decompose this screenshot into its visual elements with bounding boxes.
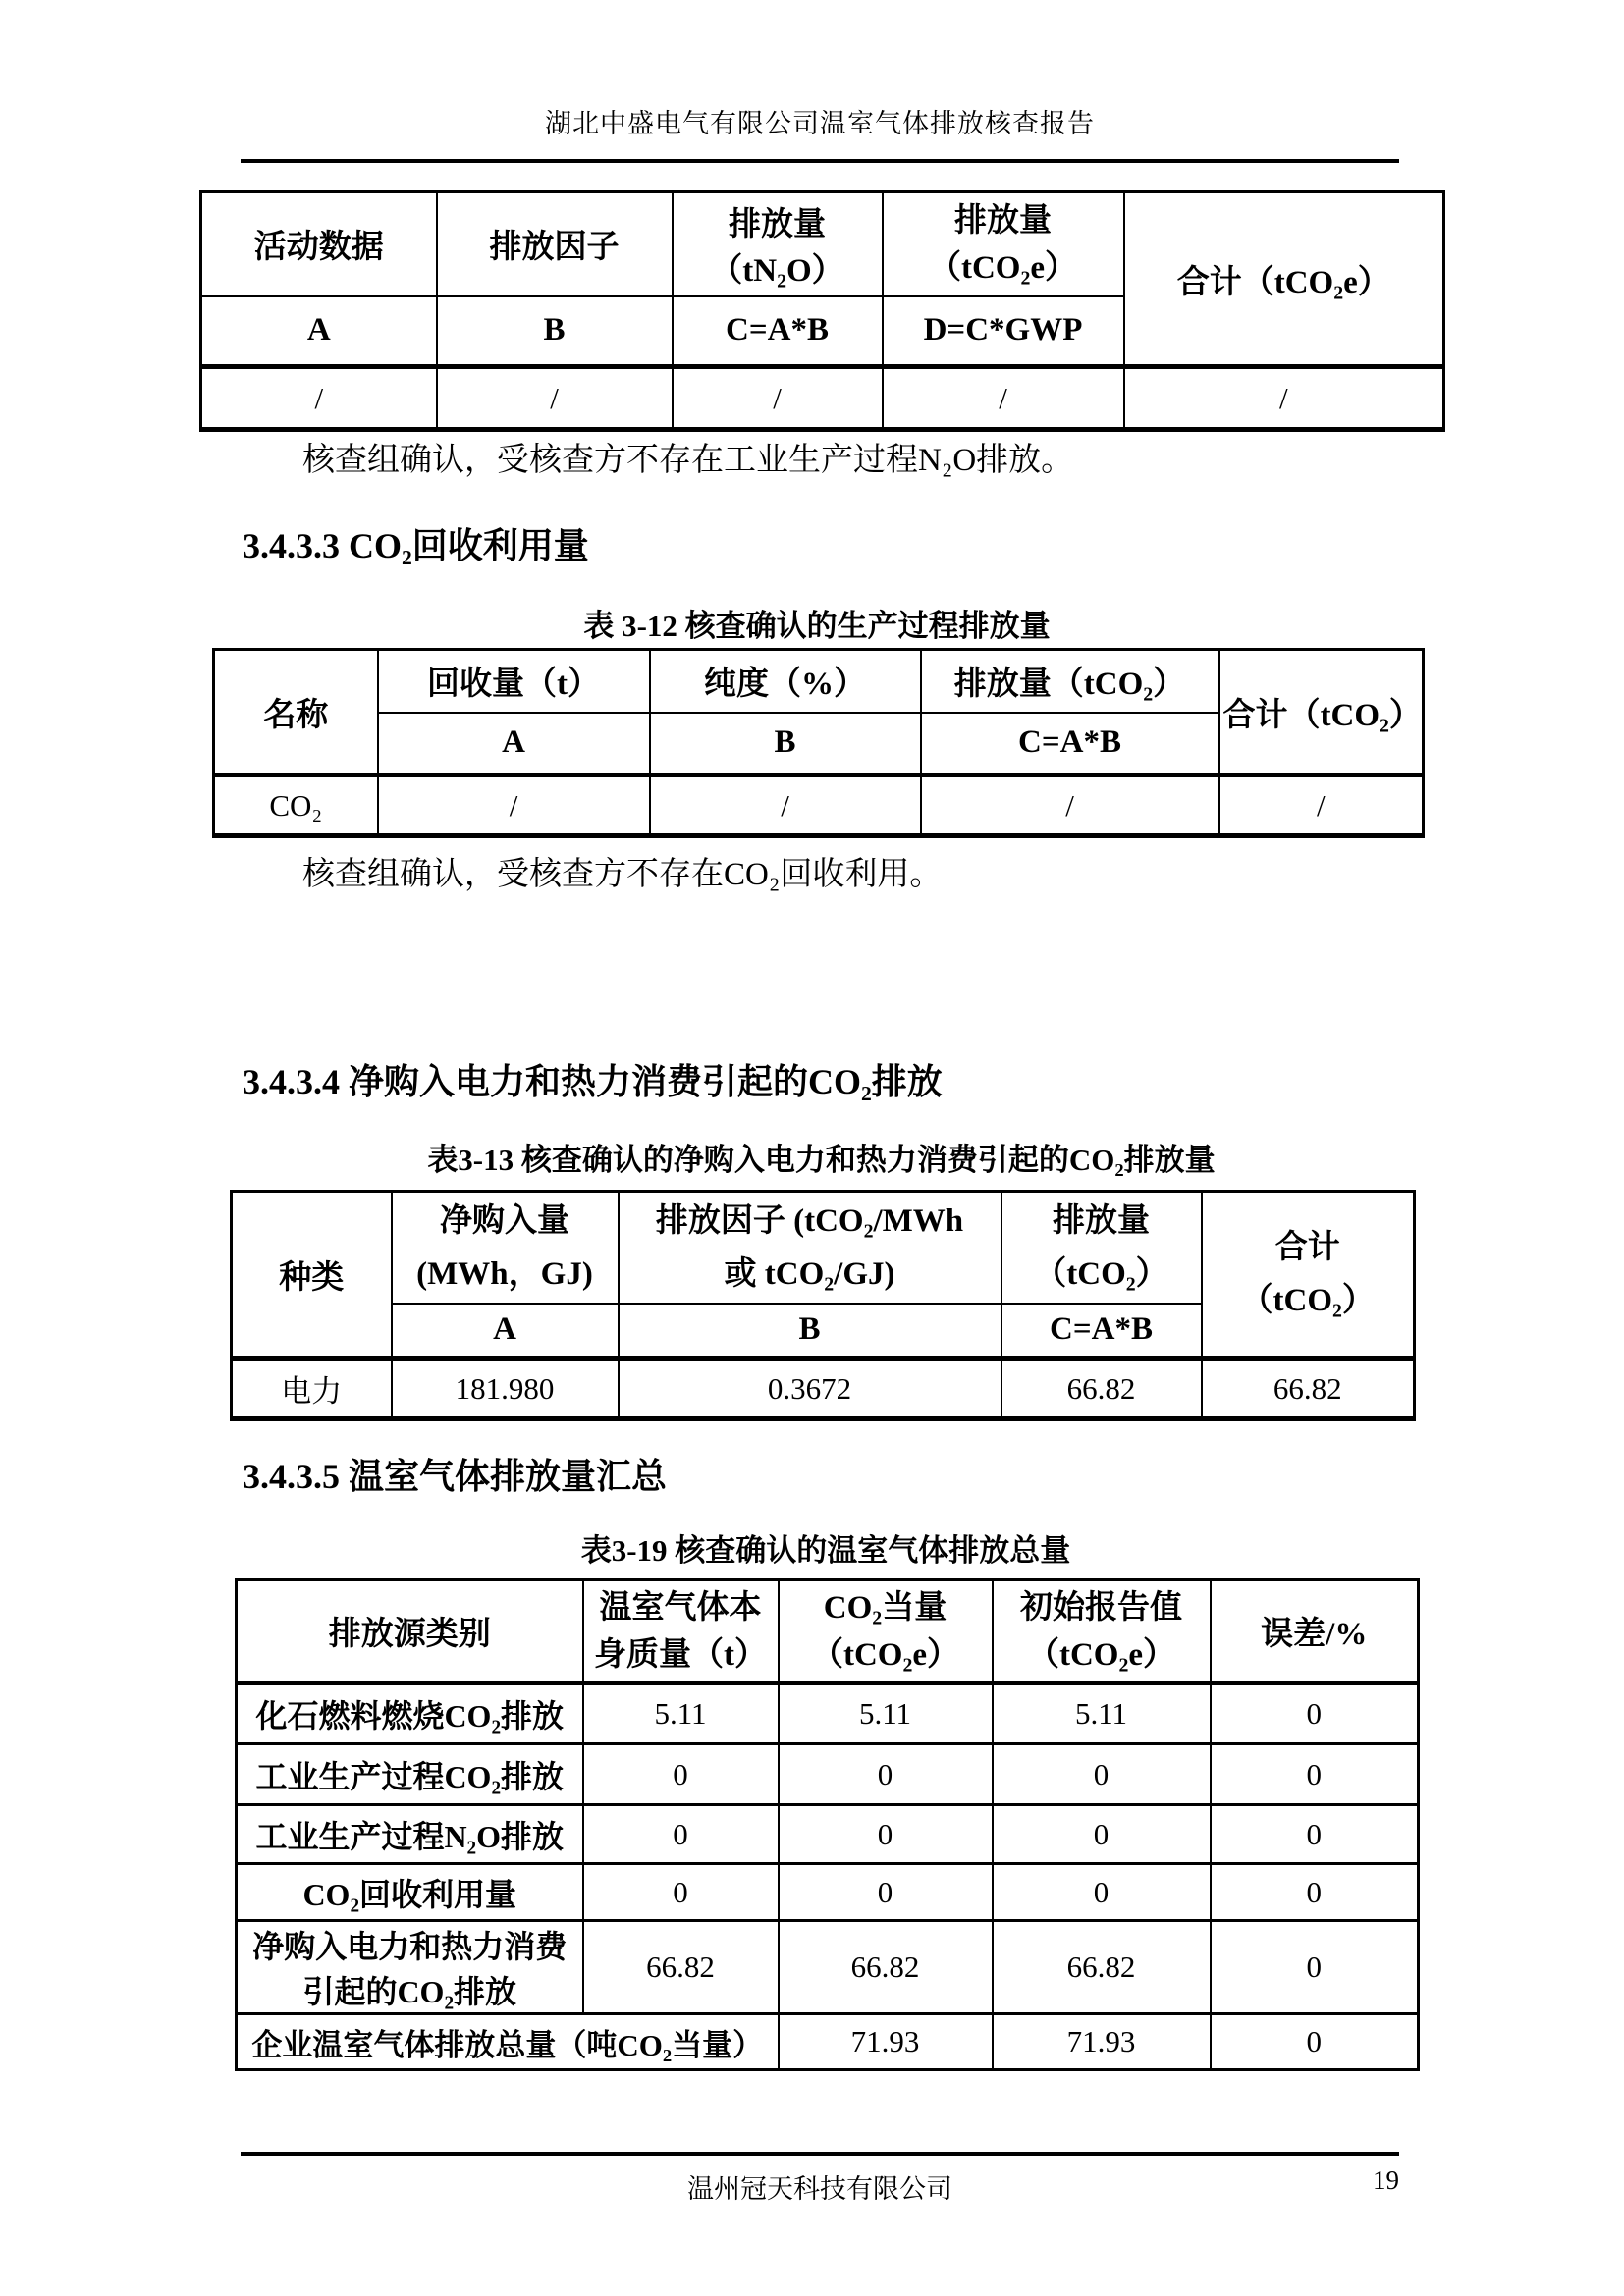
total-row-label: 企业温室气体排放总量（吨CO₂当量） (237, 2014, 779, 2070)
row-label: CO₂回收利用量 (237, 1864, 583, 1921)
total-row (237, 2014, 1419, 2070)
row-label: 净购入电力和热力消费引起的CO₂排放 (237, 1921, 583, 2014)
value-cell: 0 (1211, 2014, 1419, 2070)
value-cell: 0 (779, 1744, 993, 1805)
formula-cell-c: C=A*B (1001, 1304, 1202, 1359)
value-cell: 0 (583, 1805, 779, 1864)
empty-value-cell: / (1219, 775, 1424, 836)
table-header-row (237, 1580, 1419, 1683)
header-cell-purchase (392, 1192, 619, 1304)
header-line-2: （tCO₂e） (928, 249, 1078, 286)
header-cell-emission (1001, 1192, 1202, 1304)
data-row (201, 367, 1444, 430)
value-cell: 0 (993, 1744, 1211, 1805)
header-line-1: 排放因子 (tCO₂/MWh (655, 1202, 964, 1239)
value-cell: 0 (1211, 1921, 1419, 2014)
data-row (214, 775, 1424, 836)
header-cell-co2-equivalent (779, 1580, 993, 1683)
value-cell-factor: 0.3672 (619, 1359, 1001, 1419)
value-cell: 0 (779, 1864, 993, 1921)
value-cell: 0 (993, 1805, 1211, 1864)
row-label: 化石燃料燃烧CO₂排放 (237, 1683, 583, 1744)
value-cell: 5.11 (583, 1683, 779, 1744)
value-cell-emission: 66.82 (1001, 1359, 1202, 1419)
header-cell-activity-data: 活动数据 (201, 192, 437, 296)
header-cell-factor (619, 1192, 1001, 1304)
table-row (237, 1805, 1419, 1864)
header-cell-emission: 排放量（tCO₂） (921, 650, 1219, 713)
table-caption-3-12: 表 3-12 核查确认的生产过程排放量 (583, 609, 1051, 643)
header-cell-total: 合计（tCO₂） (1219, 650, 1424, 775)
header-cell-ghg-mass (583, 1580, 779, 1683)
table-caption-3-13: 表3-13 核查确认的净购入电力和热力消费引起的CO₂排放量 (427, 1143, 1216, 1177)
header-cell-total (1202, 1192, 1415, 1359)
section-heading-3-4-3-3: 3.4.3.3 CO₂回收利用量 (243, 526, 589, 565)
empty-value-cell: / (201, 367, 437, 430)
footer-company-name: 温州冠天科技有限公司 (687, 2174, 952, 2204)
table-header-row (214, 650, 1424, 713)
value-cell: 0 (1211, 1805, 1419, 1864)
empty-value-cell: / (650, 775, 921, 836)
header-line-2: (MWh，GJ) (416, 1255, 593, 1292)
co2-recovery-table (212, 648, 1425, 838)
empty-value-cell: / (1124, 367, 1444, 430)
empty-value-cell: / (437, 367, 673, 430)
formula-cell-b: B (619, 1304, 1001, 1359)
value-cell: 0 (779, 1805, 993, 1864)
header-cell-kind: 种类 (232, 1192, 392, 1359)
table-header-row (232, 1192, 1415, 1304)
table-row (237, 1744, 1419, 1805)
header-line-1: 净购入量 (440, 1202, 569, 1239)
header-cell-recovery: 回收量（t） (378, 650, 650, 713)
table-row (237, 1864, 1419, 1921)
header-line-2: （tCO₂e） (810, 1636, 960, 1673)
formula-cell-c: C=A*B (673, 296, 883, 367)
value-cell: 0 (583, 1744, 779, 1805)
page-header-title: 湖北中盛电气有限公司温室气体排放核查报告 (545, 109, 1095, 138)
value-cell: 66.82 (583, 1921, 779, 2014)
value-cell: 0 (583, 1864, 779, 1921)
table-header-row (201, 192, 1444, 296)
verification-note-n2o: 核查组确认，受核查方不存在工业生产过程N₂O排放。 (302, 443, 1074, 478)
formula-cell-a: A (392, 1304, 619, 1359)
value-cell: 66.82 (993, 1921, 1211, 2014)
ghg-summary-table (235, 1578, 1420, 2071)
value-cell: 5.11 (993, 1683, 1211, 1744)
formula-cell-d: D=C*GWP (883, 296, 1124, 367)
header-line-2: （tCO₂） (1034, 1255, 1168, 1292)
formula-cell-a: A (378, 713, 650, 775)
verification-note-co2-recovery: 核查组确认，受核查方不存在CO₂回收利用。 (302, 857, 943, 892)
header-line-2: （tCO₂e） (1026, 1636, 1176, 1673)
table-row (237, 1921, 1419, 2014)
header-cell-emission-tco2e (883, 192, 1124, 296)
formula-cell-b: B (650, 713, 921, 775)
value-cell: 0 (1211, 1683, 1419, 1744)
value-cell: 66.82 (779, 1921, 993, 2014)
value-cell: 71.93 (993, 2014, 1211, 2070)
table-caption-3-19: 表3-19 核查确认的温室气体排放总量 (580, 1533, 1071, 1568)
row-label: 工业生产过程CO₂排放 (237, 1744, 583, 1805)
value-cell: 71.93 (779, 2014, 993, 2070)
section-heading-3-4-3-5: 3.4.3.5 温室气体排放量汇总 (243, 1457, 668, 1496)
formula-cell-c: C=A*B (921, 713, 1219, 775)
header-cell-source-category: 排放源类别 (237, 1580, 583, 1683)
header-line-2: 身质量（t） (594, 1636, 767, 1673)
header-line-2: 或 tCO₂/GJ) (724, 1255, 895, 1292)
empty-value-cell: / (378, 775, 650, 836)
header-cell-initial-report (993, 1580, 1211, 1683)
header-line-1: 排放量 (1053, 1202, 1150, 1239)
header-line-1: 初始报告值 (1020, 1589, 1182, 1626)
row-label-electricity: 电力 (232, 1359, 392, 1419)
formula-cell-b: B (437, 296, 673, 367)
header-cell-purity: 纯度（%） (650, 650, 921, 713)
header-cell-emission-tn2o: 排放量（tN₂O） (673, 192, 883, 296)
value-cell-purchase: 181.980 (392, 1359, 619, 1419)
table-row (237, 1683, 1419, 1744)
empty-value-cell: / (883, 367, 1124, 430)
value-cell-total: 66.82 (1202, 1359, 1415, 1419)
header-cell-error-percent: 误差/% (1211, 1580, 1419, 1683)
value-cell: 0 (1211, 1744, 1419, 1805)
empty-value-cell: / (673, 367, 883, 430)
value-cell: 5.11 (779, 1683, 993, 1744)
empty-value-cell: / (921, 775, 1219, 836)
header-cell-emission-factor: 排放因子 (437, 192, 673, 296)
header-line-1: 温室气体本 (599, 1589, 762, 1626)
n2o-process-emission-table (199, 190, 1445, 432)
header-line-1: 合计 (1274, 1230, 1340, 1265)
footer-rule (241, 2152, 1399, 2156)
section-heading-3-4-3-4: 3.4.3.4 净购入电力和热力消费引起的CO₂排放 (243, 1062, 943, 1101)
formula-cell-a: A (201, 296, 437, 367)
footer-page-number: 19 (1373, 2165, 1399, 2195)
header-cell-total-tco2e: 合计（tCO₂e） (1124, 192, 1444, 367)
row-label: 工业生产过程N₂O排放 (237, 1805, 583, 1864)
purchased-electricity-table (230, 1190, 1416, 1421)
header-line-2: （tCO₂） (1240, 1283, 1375, 1318)
header-line-1: 排放量 (954, 202, 1052, 239)
header-line-1: CO₂当量 (823, 1589, 947, 1626)
data-row (232, 1359, 1415, 1419)
header-cell-name: 名称 (214, 650, 378, 775)
header-rule (241, 159, 1399, 163)
value-cell: 0 (1211, 1864, 1419, 1921)
row-label-co2: CO₂ (214, 775, 378, 836)
value-cell: 0 (993, 1864, 1211, 1921)
